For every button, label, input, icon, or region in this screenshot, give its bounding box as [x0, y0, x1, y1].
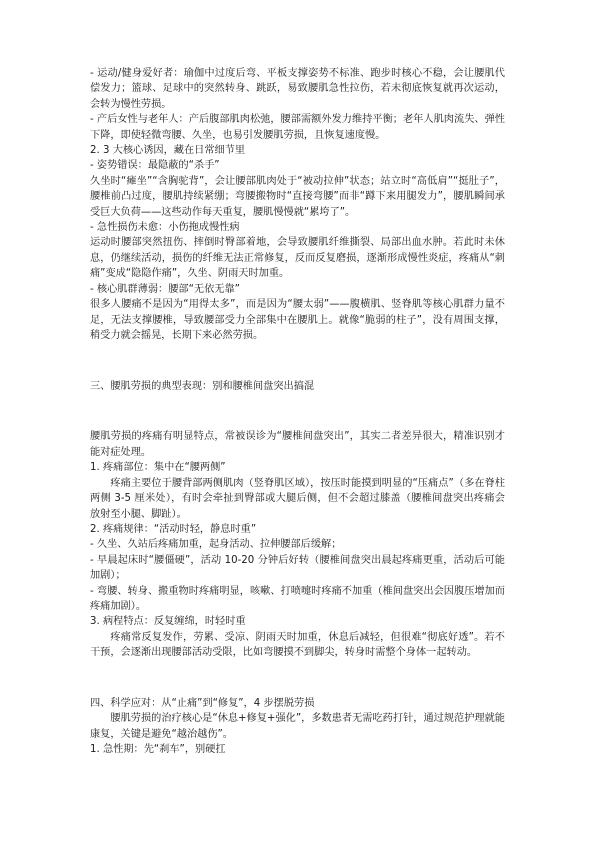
paragraph: - 早晨起床时“腰僵硬”，活动 10-20 分钟后好转（腰椎间盘突出晨起疼痛更重，活动后可能加剧）；	[90, 554, 505, 582]
paragraph: 2. 疼痛规律：“活动时轻，静息时重”	[90, 523, 257, 535]
paragraph: 运动时腰部突然扭伤、摔倒时臀部着地，会导致腰肌纤维撕裂、局部出血水肿。若此时未休息，仍继续活动，损伤的纤维无法正常修复，反而反复磨损，逐渐形成慢性炎症，疼痛从“刺痛”变成“隐隐作痛”，久坐、阴雨天时加重。	[90, 237, 505, 280]
paragraph: - 核心肌群薄弱：腰部“无依无靠”	[90, 283, 240, 295]
paragraph: 腰肌劳损的疼痛有明显特点，常被误诊为“腰椎间盘突出”，其实二者差异很大，精准识别才能对症处理。	[90, 431, 505, 458]
paragraph: 四、科学应对：从“止痛”到“修复”，4 步摆脱劳损	[90, 697, 315, 709]
paragraph: 很多人腰痛不是因为“用得太多”，而是因为“腰太弱”——腹横肌、竖脊肌等核心肌群力量不足，无法支撑腰椎，导致腰部受力全部集中在腰肌上。就像“脆弱的柱子”，没有周围支撑，稍受力就会摇晃，长期下来必然劳损。	[90, 299, 505, 341]
paragraph: - 产后女性与老年人：产后腹部肌肉松弛，腰部需额外发力维持平衡；老年人肌肉流失、弹性下降，即使轻微弯腰、久坐，也易引发腰肌劳损，且恢复速度慢。	[90, 114, 505, 141]
blank-line	[90, 354, 505, 369]
paragraph: - 运动/健身爱好者：瑜伽中过度后弯、平板支撑姿势不标准、跑步时核心不稳，会让腰肌代偿发力；篮球、足球中的突然转身、跳跃，易致腰肌急性拉伤，若未彻底恢复就再次运动，会转为慢性劳损。	[90, 68, 505, 110]
paragraph: - 弯腰、转身、搬重物时疼痛明显，咳嗽、打喷嚏时疼痛不加重（椎间盘突出会因腹压增加而疼痛加剧）。	[90, 585, 505, 612]
paragraph: 疼痛主要位于腰背部两侧肌肉（竖脊肌区域），按压时能摸到明显的“压痛点”（多在脊柱两侧 3-5 厘米处），有时会牵扯到臀部或大腿后侧，但不会超过膝盖（腰椎间盘突出疼痛会放射至小腿、脚趾）。	[90, 477, 505, 520]
paragraph: 久坐时“瘫坐”“含胸驼背”，会让腰部肌肉处于“被动拉伸”状态；站立时“高低肩”“挺肚子”，腰椎前凸过度，腰肌持续紧绷；弯腰搬物时“直接弯腰”而非“蹲下来用腿发力”，腰肌瞬间承受巨大负荷——这些动作每天重复，腰肌慢慢就“累垮了”。	[90, 175, 505, 218]
paragraph: 腰肌劳损的治疗核心是“休息+修复+强化”，多数患者无需吃药打针，通过规范护理就能康复，关键是避免“越治越伤”。	[90, 713, 505, 740]
paragraph: - 急性损伤未愈：小伤拖成慢性病	[90, 222, 240, 234]
paragraph: 疼痛常反复发作，劳累、受凉、阴雨天时加重，休息后减轻，但很难“彻底好透”。若不干预，会逐渐出现腰部活动受限，比如弯腰摸不到脚尖，转身时需整个身体一起转动。	[90, 631, 505, 659]
paragraph: 1. 急性期：先“刹车”，别硬扛	[90, 744, 226, 756]
paragraph: 2. 3 大核心诱因，藏在日常细节里	[90, 145, 246, 157]
paragraph: 1. 疼痛部位：集中在“腰两侧”	[90, 462, 226, 474]
paragraph: - 姿势错误：最隐蔽的“杀手”	[90, 160, 220, 172]
paragraph: 3. 病程特点：反复缠绵，时轻时重	[90, 616, 246, 628]
blank-line	[90, 404, 505, 419]
paragraph: - 久坐、久站后疼痛加重，起身活动、拉伸腰部后缓解；	[90, 539, 342, 551]
blank-line	[90, 671, 505, 686]
paragraph: 三、腰肌劳损的典型表现：别和腰椎间盘突出搞混	[90, 380, 315, 392]
